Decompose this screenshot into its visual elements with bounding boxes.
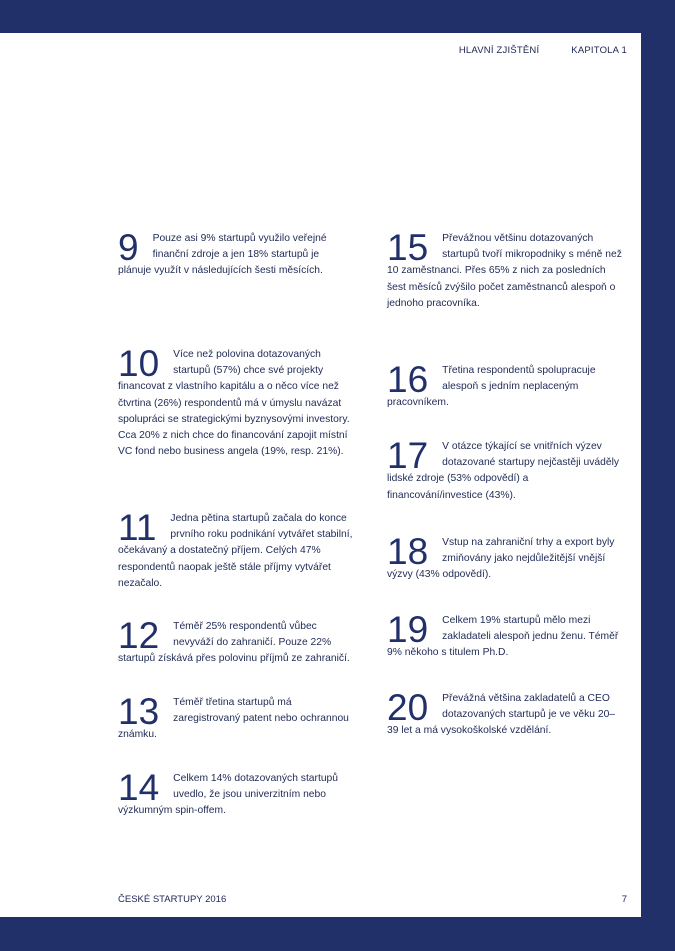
finding-number: 15 [387,227,429,268]
page-footer [118,894,627,905]
document-page [0,33,641,917]
footer-title: ČESKÉ STARTUPY 2016 [118,894,227,905]
finding-11 [118,507,353,619]
finding-number: 13 [118,691,160,732]
finding-number: 10 [118,343,160,384]
right-column [387,227,622,740]
page-header [459,45,627,56]
finding-number: 20 [387,687,429,728]
finding-text: Vstup na zahraniční trhy a export byly zmiňovány jako nejdůležitější vnější výzvy (43% odpovědí). [387,537,615,581]
finding-text: Jedna pětina startupů začala do konce prvního roku podnikání vytvářet stabilní, očekávaný a dostatečný příjem. Celých 47% respondentů naopak ještě stále příjmy vytvářet nezačalo. [118,513,353,589]
finding-14 [118,767,353,820]
finding-number: 14 [118,767,160,808]
header-section: HLAVNÍ ZJIŠTĚNÍ [458,45,540,56]
finding-text: Téměř třetina startupů má zaregistrovaný patent nebo ochrannou známku. [118,697,349,741]
finding-number: 12 [118,615,160,656]
finding-text: V otázce týkající se vnitřních výzev dotazované startupy nejčastěji uváděly lidské zdroje (53% odpovědí) a financování/investice (43%). [387,441,620,501]
finding-17 [387,435,622,535]
finding-text: Převážná většina zakladatelů a CEO dotazovaných startupů je ve věku 20–39 let a má vysokoškolské vzdělání. [387,693,616,737]
finding-12 [118,615,353,695]
finding-text: Celkem 19% startupů mělo mezi zakladateli alespoň jednu ženu. Téměř 9% někoho s titulem Ph.D. [387,615,619,659]
finding-16 [387,359,622,439]
finding-text: Téměř 25% respondentů vůbec nevyváží do zahraničí. Pouze 22% startupů získává přes polovinu příjmů ze zahraničí. [118,621,350,665]
finding-9 [118,227,353,347]
finding-number: 17 [387,435,429,476]
finding-10 [118,343,353,511]
finding-15 [387,227,622,363]
finding-20 [387,687,622,740]
finding-number: 11 [118,507,157,548]
finding-text: Třetina respondentů spolupracuje alespoň s jedním neplaceným pracovníkem. [387,365,596,409]
finding-18 [387,531,622,613]
finding-number: 9 [118,227,139,268]
finding-19 [387,609,622,691]
page-number: 7 [621,894,627,905]
finding-13 [118,691,353,771]
finding-text: Více než polovina dotazovaných startupů (57%) chce své projekty financovat z vlastního kapitálu a o něco více než čtvrtina (26%) respondentů má v úmyslu navázat spolupráci se strategickými byznysovými investory. Cca 20% z nich chce do financování zapojit místní VC fond nebo business angela (19%, resp. 21%). [118,349,350,458]
header-chapter: KAPITOLA 1 [571,45,627,56]
finding-number: 19 [387,609,429,650]
finding-text: Pouze asi 9% startupů využilo veřejné finanční zdroje a jen 18% startupů je plánuje využít v následujících šesti měsících. [118,233,327,277]
left-column [118,227,353,820]
finding-text: Celkem 14% dotazovaných startupů uvedlo, že jsou univerzitním nebo výzkumným spin-offem. [118,773,338,817]
finding-text: Převážnou většinu dotazovaných startupů tvoří mikropodniky s méně než 10 zaměstnanci. Přes 65% z nich za posledních šest měsíců zvýšilo počet zaměstnanců alespoň o jednoho pracovníka. [387,233,622,309]
finding-number: 16 [387,359,429,400]
finding-number: 18 [387,531,429,572]
